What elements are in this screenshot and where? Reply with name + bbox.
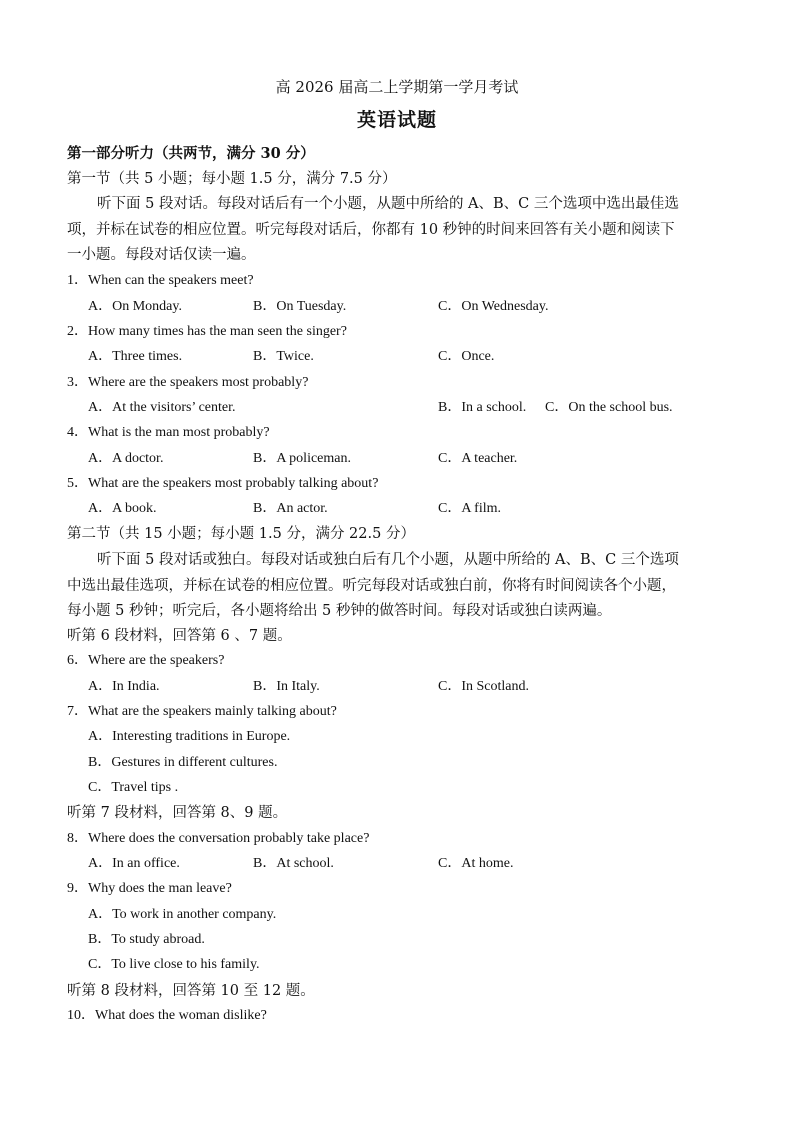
- material-8-heading: 听第 8 段材料，回答第 10 至 12 题。: [67, 983, 315, 999]
- option-b: B．In Italy.: [253, 679, 320, 694]
- section2-instruction-line: 听下面 5 段对话或独白。每段对话或独白后有几个小题，从题中所给的 A、B、C 三个选项: [97, 552, 679, 568]
- option-c: C．A film.: [438, 501, 502, 516]
- question-10: 10．What does the woman dislike?: [67, 1008, 267, 1023]
- option-a: A．In India.: [88, 679, 160, 694]
- subject-title: 英语试题: [356, 109, 437, 131]
- option-a: A．In an office.: [88, 856, 180, 871]
- option-b: B．Twice.: [253, 349, 314, 364]
- option-a: A．At the visitors’ center.: [88, 400, 236, 415]
- option-a: A．A book.: [88, 501, 157, 516]
- option-c: C．At home.: [438, 856, 514, 871]
- option-c: C．On the school bus.: [545, 400, 673, 415]
- section1-heading: 第一节（共 5 小题；每小题 1.5 分，满分 7.5 分）: [67, 171, 397, 187]
- option-c: C．Once.: [438, 349, 495, 364]
- section2-instruction-line: 每小题 5 秒钟；听完后，各小题将给出 5 秒钟的做答时间。每段对话或独白读两遍。: [67, 603, 612, 619]
- material-6-heading: 听第 6 段材料，回答第 6 、7 题。: [67, 628, 292, 644]
- section1-instruction-line: 听下面 5 段对话。每段对话后有一个小题，从题中所给的 A、B、C 三个选项中选出最佳选: [97, 196, 679, 212]
- question-4: 4．What is the man most probably?: [67, 425, 270, 440]
- question-7: 7．What are the speakers mainly talking about?: [67, 704, 337, 719]
- option-c: C．In Scotland.: [438, 679, 529, 694]
- option-b: B．On Tuesday.: [253, 299, 347, 314]
- question-6: 6．Where are the speakers?: [67, 653, 225, 668]
- option-b: B．In a school.: [438, 400, 527, 415]
- option-a: A．A doctor.: [88, 451, 164, 466]
- option-b: B．An actor.: [253, 501, 328, 516]
- question-8: 8．Where does the conversation probably take place?: [67, 831, 370, 846]
- option-c: C．To live close to his family.: [88, 957, 260, 972]
- option-b: B．Gestures in different cultures.: [88, 755, 278, 770]
- option-c: C．A teacher.: [438, 451, 518, 466]
- part1-heading: 第一部分听力（共两节，满分 30 分）: [67, 145, 315, 162]
- option-a: A．Interesting traditions in Europe.: [88, 729, 291, 744]
- option-b: B．At school.: [253, 856, 334, 871]
- section1-instruction-line: 项，并标在试卷的相应位置。听完每段对话后，你都有 10 秒钟的时间来回答有关小题和阅读下: [67, 222, 675, 238]
- exam-title: 高 2026 届高二上学期第一学月考试: [275, 78, 519, 96]
- question-5: 5．What are the speakers most probably talking about?: [67, 476, 379, 491]
- section2-instruction-line: 中选出最佳选项，并标在试卷的相应位置。听完每段对话或独白前，你将有时间阅读各个小题，: [67, 578, 676, 594]
- material-7-heading: 听第 7 段材料，回答第 8、9 题。: [67, 805, 288, 821]
- section2-heading: 第二节（共 15 小题；每小题 1.5 分，满分 22.5 分）: [67, 526, 415, 542]
- option-b: B．To study abroad.: [88, 932, 205, 947]
- question-2: 2．How many times has the man seen the singer?: [67, 324, 347, 339]
- option-c: C．Travel tips .: [88, 780, 179, 795]
- option-c: C．On Wednesday.: [438, 299, 549, 314]
- question-9: 9．Why does the man leave?: [67, 881, 232, 896]
- question-3: 3．Where are the speakers most probably?: [67, 375, 309, 390]
- option-b: B．A policeman.: [253, 451, 351, 466]
- question-1: 1．When can the speakers meet?: [67, 273, 254, 288]
- option-a: A．To work in another company.: [88, 907, 277, 922]
- option-a: A．Three times.: [88, 349, 183, 364]
- option-a: A．On Monday.: [88, 299, 182, 314]
- section1-instruction-line: 一小题。每段对话仅读一遍。: [67, 247, 256, 263]
